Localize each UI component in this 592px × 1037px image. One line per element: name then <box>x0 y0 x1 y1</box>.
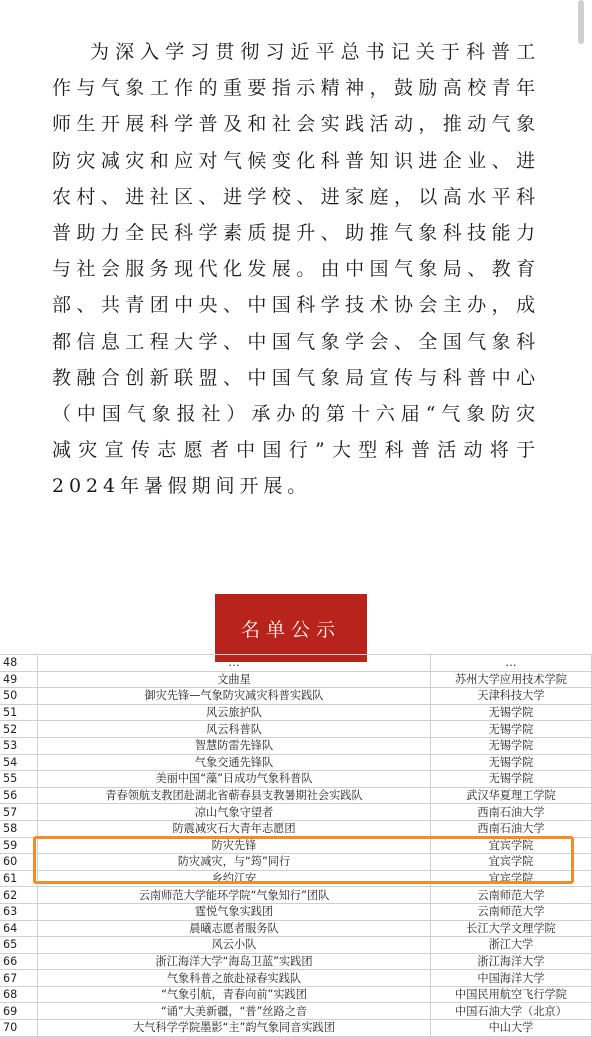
team-name-cell: 浙江海洋大学“海岛卫蓝”实践团 <box>38 953 431 970</box>
school-cell: 无锡学院 <box>431 754 592 771</box>
school-cell: 云南师范大学 <box>431 887 592 904</box>
table-row <box>0 970 592 987</box>
row-number: 52 <box>0 721 38 738</box>
row-number: 59 <box>0 837 38 854</box>
school-cell: 西南石油大学 <box>431 820 592 837</box>
school-cell: 中国海洋大学 <box>431 970 592 987</box>
team-name-cell: 智慧防雷先锋队 <box>38 737 431 754</box>
team-name-cell: 美丽中国“藻”日成功气象科普队 <box>38 771 431 788</box>
school-cell: 中山大学 <box>431 1020 592 1037</box>
table-row <box>0 820 592 837</box>
school-cell: 云南师范大学 <box>431 903 592 920</box>
school-cell: 无锡学院 <box>431 771 592 788</box>
row-number: 56 <box>0 787 38 804</box>
team-name-cell: “诵”大美新疆，“普”丝路之音 <box>38 1003 431 1020</box>
school-cell: 宜宾学院 <box>431 837 592 854</box>
table-row <box>0 986 592 1003</box>
table-row <box>0 721 592 738</box>
school-cell: 武汉华夏理工学院 <box>431 787 592 804</box>
table-row <box>0 688 592 705</box>
team-name-cell: 乡约江安 <box>38 870 431 887</box>
school-cell: 西南石油大学 <box>431 804 592 821</box>
school-cell: 浙江大学 <box>431 937 592 954</box>
team-name-cell: 凉山气象守望者 <box>38 804 431 821</box>
name-list-banner: 名单公示 <box>215 594 367 662</box>
team-name-cell: 风云科普队 <box>38 721 431 738</box>
team-name-cell: 青春领航支教团赴湖北省蕲春县支教暑期社会实践队 <box>38 787 431 804</box>
row-number: 48 <box>0 655 38 672</box>
team-name-cell: 霆悦气象实践团 <box>38 903 431 920</box>
team-name-cell: 气象交通先锋队 <box>38 754 431 771</box>
team-name-cell: 云南师范大学能环学院“气象知行”团队 <box>38 887 431 904</box>
school-cell: 宜宾学院 <box>431 854 592 871</box>
row-number: 69 <box>0 1003 38 1020</box>
school-cell: 天津科技大学 <box>431 688 592 705</box>
table-row <box>0 870 592 887</box>
row-number: 68 <box>0 986 38 1003</box>
team-name-cell: 御灾先锋—气象防灾减灾科普实践队 <box>38 688 431 705</box>
row-number: 66 <box>0 953 38 970</box>
team-name-cell: … <box>38 655 431 672</box>
table-row <box>0 671 592 688</box>
table-row <box>0 737 592 754</box>
table-row <box>0 903 592 920</box>
row-number: 54 <box>0 754 38 771</box>
row-number: 53 <box>0 737 38 754</box>
table-row <box>0 655 592 672</box>
school-cell: 浙江海洋大学 <box>431 953 592 970</box>
row-number: 50 <box>0 688 38 705</box>
row-number: 58 <box>0 820 38 837</box>
school-cell: 无锡学院 <box>431 721 592 738</box>
table-row <box>0 704 592 721</box>
table-row <box>0 754 592 771</box>
row-number: 67 <box>0 970 38 987</box>
team-name-cell: “气象引航，青春向前”实践团 <box>38 986 431 1003</box>
table-row <box>0 887 592 904</box>
table-row <box>0 1020 592 1037</box>
row-number: 61 <box>0 870 38 887</box>
row-number: 49 <box>0 671 38 688</box>
team-name-cell: 防震减灾石大青年志愿团 <box>38 820 431 837</box>
school-cell: 宜宾学院 <box>431 870 592 887</box>
school-cell: 苏州大学应用技术学院 <box>431 671 592 688</box>
team-list-table <box>0 654 592 1037</box>
team-list-body <box>0 655 592 1037</box>
school-cell: 无锡学院 <box>431 737 592 754</box>
team-name-cell: 风云旅护队 <box>38 704 431 721</box>
school-cell: 中国民用航空飞行学院 <box>431 986 592 1003</box>
article-body <box>52 34 540 505</box>
table-row <box>0 771 592 788</box>
team-name-cell: 文曲星 <box>38 671 431 688</box>
team-name-cell: 风云小队 <box>38 937 431 954</box>
row-number: 51 <box>0 704 38 721</box>
row-number: 63 <box>0 903 38 920</box>
team-name-cell: 晨曦志愿者服务队 <box>38 920 431 937</box>
article-paragraph: 为深入学习贯彻习近平总书记关于科普工作与气象工作的重要指示精神，鼓励高校青年师生开展科学普及和社会实践活动，推动气象防灾减灾和应对气候变化科普知识进企业、进农村、进社区、进学校、进家庭，以高水平科普助力全民科学素质提升、助推气象科技能力与社会服务现代化发展。由中国气象局、教育部、共青团中央、中国科学技术协会主办，成都信息工程大学、中国气象学会、全国气象科教融合创新联盟、中国气象局宣传与科普中心（中国气象报社）承办的第十六届“气象防灾减灾宣传志愿者中国行”大型科普活动将于2024年暑假期间开展。 <box>52 41 540 498</box>
school-cell: 长江大学文理学院 <box>431 920 592 937</box>
table-row <box>0 953 592 970</box>
row-number: 64 <box>0 920 38 937</box>
row-number: 55 <box>0 771 38 788</box>
table-row <box>0 854 592 871</box>
school-cell: … <box>431 655 592 672</box>
table-row <box>0 1003 592 1020</box>
table-row <box>0 837 592 854</box>
team-list-table-container[interactable] <box>0 656 586 1035</box>
row-number: 70 <box>0 1020 38 1037</box>
school-cell: 无锡学院 <box>431 704 592 721</box>
table-row <box>0 937 592 954</box>
row-number: 60 <box>0 854 38 871</box>
table-row <box>0 804 592 821</box>
table-row <box>0 920 592 937</box>
row-number: 65 <box>0 937 38 954</box>
row-number: 57 <box>0 804 38 821</box>
table-row <box>0 787 592 804</box>
team-name-cell: 防灾先锋 <box>38 837 431 854</box>
row-number: 62 <box>0 887 38 904</box>
team-name-cell: 气象科普之旅赴禄春实践队 <box>38 970 431 987</box>
school-cell: 中国石油大学（北京） <box>431 1003 592 1020</box>
team-name-cell: 防灾减灾，与“筠”同行 <box>38 854 431 871</box>
scrollbar[interactable] <box>578 0 584 44</box>
team-name-cell: 大气科学学院墨影“主”韵气象同音实践团 <box>38 1020 431 1037</box>
